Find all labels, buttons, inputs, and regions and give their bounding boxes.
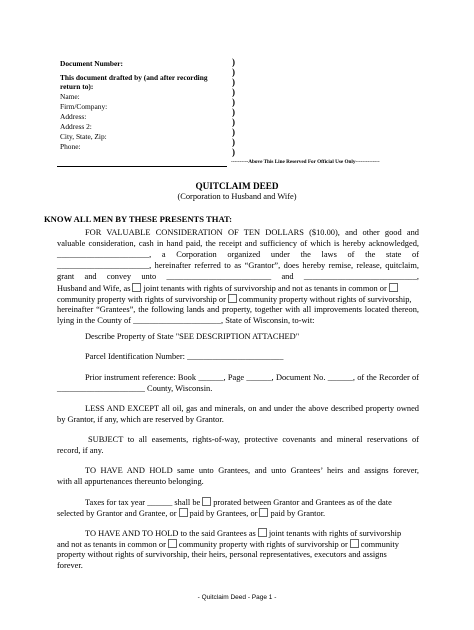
to-have-and-hold-line: property without rights of survivorship, their heirs, personal representatives, executors and assigns <box>57 550 387 559</box>
habendum-line-cont: with all appurtenances thereunto belonging. <box>57 477 204 486</box>
address2-field-label: Address 2: <box>60 122 92 131</box>
city-state-zip-label: City, State, Zip: <box>60 132 107 141</box>
taxes-line-cont: selected by Grantor and Grantee, or paid by Grantees, or paid by Grantor. <box>57 509 326 518</box>
address-field-label: Address: <box>60 112 87 121</box>
taxes-line: Taxes for tax year ______ shall be prorated between Grantor and Grantees as of the date <box>85 498 392 507</box>
joint-tenants-checkbox[interactable] <box>132 283 141 292</box>
prorated-taxes-checkbox[interactable] <box>202 497 211 506</box>
body-line: grant and convey unto _________________________ and ___________________________, <box>57 272 419 281</box>
grantees-joint-tenants-checkbox[interactable] <box>258 528 267 537</box>
community-property-checkbox[interactable] <box>389 283 398 292</box>
paid-by-grantor-checkbox[interactable] <box>259 508 268 517</box>
parcel-id-line: Parcel Identification Number: _______________________ <box>85 352 284 361</box>
drafted-by-label-cont: return to): <box>60 82 94 91</box>
body-line: hereinafter “Grantees”, the following lands and property, together with all improvements located thereon, <box>57 305 419 314</box>
body-line: ______________________, a Corporation organized under the laws of the state of <box>57 250 419 259</box>
phone-field-label: Phone: <box>60 142 81 151</box>
paid-by-grantees-checkbox[interactable] <box>179 508 188 517</box>
less-except-line-cont: by Grantor, if any, which are reserved by Grantor. <box>57 415 224 424</box>
subject-to-line-cont: record, if any. <box>57 446 104 455</box>
document-title: QUITCLAIM DEED <box>195 181 279 191</box>
firm-field-label: Firm/Company: <box>60 102 108 111</box>
document-subtitle: (Corporation to Husband and Wife) <box>177 192 297 201</box>
less-except-line: LESS AND EXCEPT all oil, gas and minerals, on and under the above described property owned <box>85 404 419 413</box>
grantees-community-without-checkbox[interactable] <box>350 539 359 548</box>
to-have-and-hold-line: and not as tenants in common or community property with rights of survivorship or community <box>57 540 399 549</box>
body-line: ______________________, hereinafter referred to as “Grantor”, does hereby remise, release, quitclaim, <box>57 261 419 270</box>
prior-instrument-line: Prior instrument reference: Book ______, Page ______, Document No. ______, of the Recorder of <box>85 373 419 382</box>
document-number-label: Document Number: <box>60 59 124 68</box>
drafted-by-label: This document drafted by (and after recording <box>60 73 208 82</box>
recording-rule-line <box>57 166 227 167</box>
property-description-line: Describe Property of State "SEE DESCRIPTION ATTACHED" <box>85 332 300 341</box>
grantees-community-with-checkbox[interactable] <box>168 539 177 548</box>
name-field-label: Name: <box>60 92 80 101</box>
document-page: Document Number: This document drafted by (and after recording return to): Name: Firm/Company: Address: Address 2: City, State, Zip: Phone: ) ) ) ) ) ) ) ) ) ) ----------Above This Line Reserved For Official Use Only-------------- QUITCLAIM DEED (Corporation to Husband and Wife) KNOW ALL MEN BY THESE PRESENTS THAT: FOR VALUABLE CONSIDERATION OF TEN DOLLARS ($10.00), and other good and valuable consideration, cash in hand paid, the receipt and sufficiency of which is hereby acknowledged, ______________________, a Corporation organized under the laws of the state of ______________________, hereinafter referred to as “Grantor”, does hereby remise, release, quitclaim, grant and convey unto _________________________ and ___________________________, Husband and Wife, as joint tenants with rights of survivorship and not as tenants in common or community property with rights of survivorship or community property without rights of survivorship, hereinafter “Grantees”, the following lands and property, together with all improvements located thereon, lying in the County of _____________________, State of Wisconsin, to-wit: Describe Property of State "SEE DESCRIPTION ATTACHED" Parcel Identification Number: _______________________ Prior instrument reference: Book ______, Page ______, Document No. ______, of the Recorder of _____________________ County, Wisconsin. LESS AND EXCEPT all oil, gas and minerals, on and under the above described property owned by Grantor, if any, which are reserved by Grantor. SUBJECT to all easements, rights-of-way, protective covenants and mineral reservations of record, if any. TO HAVE AND HOLD same unto Grantees, and unto Grantees’ heirs and assigns forever, with all appurtenances thereunto belonging. Taxes for tax year ______ shall be prorated between Grantor and Grantees as of the date selected by Grantor and Grantee, or paid by Grantees, or paid by Grantor. TO HAVE AND TO HOLD to the said Grantees as joint tenants with rights of survivorship and not as tenants in common or community property with rights of survivorship or community property without rights of survivorship, their heirs, personal representatives, executors and assigns forever. - Quitclaim Deed - Page 1 - <box>0 0 474 630</box>
body-line: lying in the County of _____________________, State of Wisconsin, to-wit: <box>57 316 315 325</box>
body-line: community property with rights of survivorship or community property without rights of survivorship, <box>57 295 412 304</box>
community-property-without-checkbox[interactable] <box>228 294 237 303</box>
habendum-line: TO HAVE AND HOLD same unto Grantees, and unto Grantees’ heirs and assigns forever, <box>85 466 419 475</box>
to-have-and-hold-line: TO HAVE AND TO HOLD to the said Grantees as joint tenants with rights of survivorship <box>85 529 402 538</box>
page-footer: - Quitclaim Deed - Page 1 - <box>197 594 277 601</box>
know-all-heading: KNOW ALL MEN BY THESE PRESENTS THAT: <box>44 214 232 224</box>
prior-instrument-line-cont: _____________________ County, Wisconsin. <box>57 384 213 393</box>
consideration-line: FOR VALUABLE CONSIDERATION OF TEN DOLLARS ($10.00), and other good and <box>85 228 419 237</box>
reserved-line-note: ----------Above This Line Reserved For Official Use Only-------------- <box>231 159 380 165</box>
subject-to-line: SUBJECT to all easements, rights-of-way, protective covenants and mineral reservations of <box>88 435 419 444</box>
body-line: Husband and Wife, as joint tenants with rights of survivorship and not as tenants in common or <box>57 283 400 294</box>
to-have-and-hold-line: forever. <box>57 561 83 570</box>
body-line: valuable consideration, cash in hand paid, the receipt and sufficiency of which is hereby acknowledged, <box>57 239 419 248</box>
